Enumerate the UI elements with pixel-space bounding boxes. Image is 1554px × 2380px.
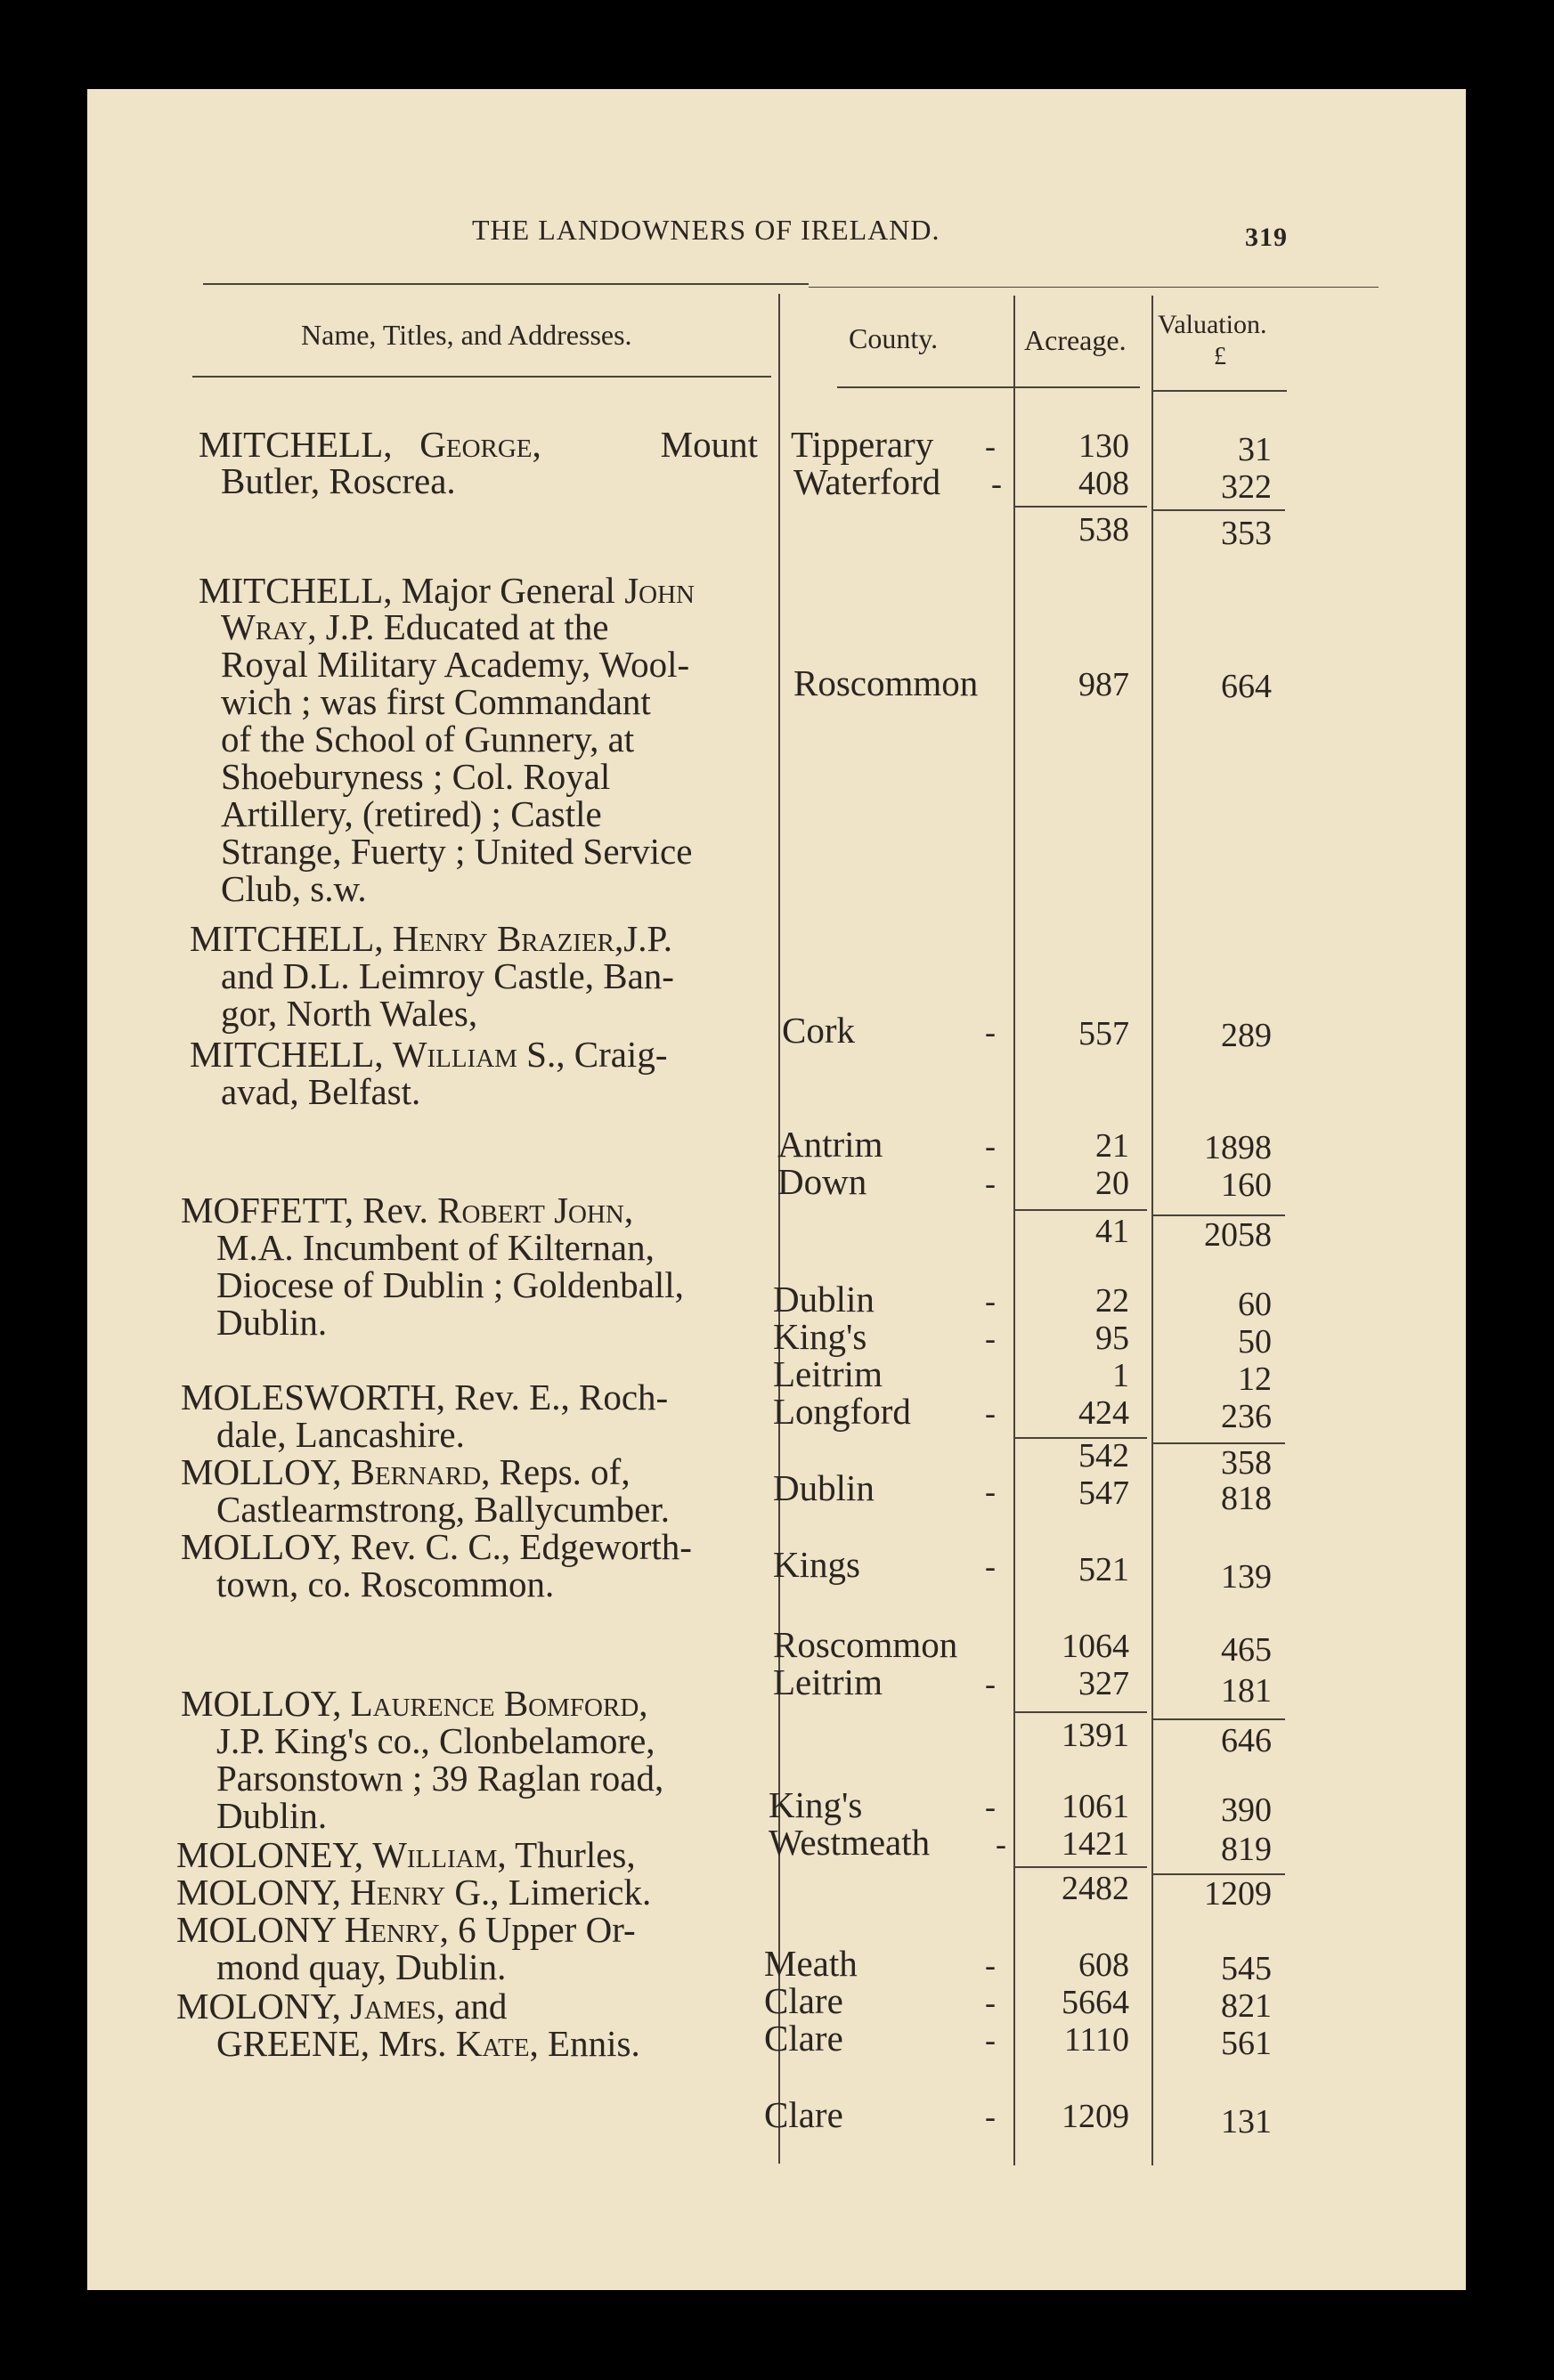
entry-address-line: town, co. Roscommon.: [216, 1564, 555, 1604]
valuation-cell: 664: [1221, 668, 1272, 705]
valuation-total: 1209: [1204, 1875, 1272, 1913]
acreage-total: 1391: [1062, 1717, 1129, 1754]
county-cell: Roscommon: [793, 662, 979, 703]
entry-address-line: wich ; was first Commandant: [221, 681, 651, 722]
county-dash: -: [985, 428, 996, 464]
county-dash: -: [985, 1947, 996, 1983]
county-cell: King's: [769, 1784, 863, 1825]
county-dash: -: [985, 1474, 996, 1509]
county-cell: King's: [773, 1316, 867, 1357]
valuation-cell: 12: [1238, 1361, 1272, 1398]
county-dash: -: [991, 466, 1002, 501]
county-cell: Waterford: [793, 461, 941, 502]
county-dash: -: [985, 1666, 996, 1702]
top-rule-left: [203, 283, 809, 285]
entry-address-line: Royal Military Academy, Wool-: [221, 644, 690, 685]
valuation-cell: 160: [1221, 1166, 1272, 1204]
header-rule-valuation: [1153, 390, 1287, 392]
county-cell: Clare: [764, 2094, 843, 2135]
entry-address-line: M.A. Incumbent of Kilternan,: [216, 1227, 655, 1268]
total-rule-acreage: [1015, 1209, 1147, 1211]
acreage-cell: 1421: [1062, 1825, 1129, 1863]
entry-name-line: MOLLOY, Rev. C. C., Edgeworth-: [181, 1526, 692, 1567]
entry-address-line: dale, Lancashire.: [216, 1414, 465, 1455]
valuation-cell: 390: [1221, 1791, 1272, 1829]
county-dash: -: [985, 1166, 996, 1201]
entry-address-line: avad, Belfast.: [221, 1071, 421, 1112]
col-header-county: County.: [849, 322, 939, 354]
entry-name-line: MOLESWORTH, Rev. E., Roch-: [181, 1377, 669, 1417]
county-cell: Dublin: [773, 1467, 875, 1508]
entry-name-line: MITCHELL, Major General John: [199, 570, 695, 611]
county-dash: -: [985, 2099, 996, 2134]
county-dash: -: [985, 1014, 996, 1050]
entry-name-line: GREENE, Mrs. Kate, Ennis.: [216, 2023, 640, 2064]
county-dash: -: [985, 1128, 996, 1164]
total-rule-acreage: [1015, 1711, 1147, 1713]
entry-address-line: Butler, Roscrea.: [221, 460, 456, 501]
entry-name-line: MOLLOY, Bernard, Reps. of,: [181, 1451, 631, 1492]
valuation-cell: 465: [1221, 1631, 1272, 1669]
county-cell: Down: [777, 1161, 867, 1202]
valuation-cell: 821: [1221, 1987, 1272, 2025]
acreage-cell: 1: [1112, 1357, 1129, 1394]
acreage-cell: 1110: [1063, 2021, 1129, 2059]
total-rule-valuation: [1153, 1718, 1285, 1720]
county-cell: Westmeath: [769, 1822, 931, 1863]
acreage-total: 538: [1078, 511, 1129, 548]
acreage-cell: 987: [1078, 666, 1129, 703]
entry-name-line: MOLONY Henry, 6 Upper Or-: [176, 1909, 636, 1950]
county-cell: Roscommon: [773, 1624, 958, 1665]
acreage-cell: 95: [1095, 1320, 1129, 1357]
header-rule-county: [837, 386, 1029, 388]
county-cell: Tipperary: [791, 424, 934, 465]
acreage-cell: 5664: [1062, 1984, 1129, 2021]
valuation-cell: 322: [1221, 468, 1272, 506]
acreage-total: 542: [1078, 1437, 1129, 1474]
entry-name-line: MOLONEY, William, Thurles,: [176, 1834, 636, 1875]
total-rule-acreage: [1015, 1866, 1147, 1868]
entry-address-line: Artillery, (retired) ; Castle: [221, 793, 602, 834]
acreage-cell: 22: [1095, 1282, 1129, 1320]
total-rule-acreage: [1015, 506, 1147, 508]
total-rule-valuation: [1153, 509, 1285, 511]
col-header-acreage: Acreage.: [1024, 324, 1127, 356]
valuation-cell: 819: [1221, 1831, 1272, 1868]
entry-address-line: J.P. King's co., Clonbelamore,: [216, 1720, 655, 1761]
entry-name-line: Wray, J.P. Educated at the: [221, 606, 609, 647]
valuation-cell: 561: [1221, 2025, 1272, 2062]
valuation-total: 358: [1221, 1444, 1272, 1482]
valuation-cell: 545: [1221, 1950, 1272, 1987]
running-title: THE LANDOWNERS OF IRELAND.: [472, 214, 940, 246]
county-cell: Cork: [782, 1010, 855, 1051]
valuation-cell: 131: [1221, 2103, 1272, 2140]
acreage-total: 41: [1095, 1213, 1129, 1250]
acreage-cell: 557: [1078, 1015, 1129, 1052]
col-rule-acreage-valuation: [1151, 296, 1153, 2165]
col-header-name: Name, Titles, and Addresses.: [301, 319, 632, 351]
acreage-cell: 20: [1095, 1165, 1129, 1202]
county-dash: -: [985, 1985, 996, 2020]
entry-name-line: MOLONY, James, and: [176, 1986, 508, 2027]
col-rule-name-county: [778, 294, 780, 2164]
county-cell: Longford: [773, 1391, 911, 1432]
valuation-cell: 139: [1221, 1558, 1272, 1596]
entry-address-line: Dublin.: [216, 1795, 328, 1836]
county-cell: Leitrim: [773, 1353, 883, 1394]
top-rule-right: [809, 287, 1379, 288]
acreage-cell: 327: [1078, 1665, 1129, 1702]
acreage-cell: 521: [1078, 1551, 1129, 1588]
entry-address-line: Parsonstown ; 39 Raglan road,: [216, 1758, 664, 1799]
entry-name-line: MITCHELL, Henry Brazier,J.P.: [190, 918, 672, 959]
valuation-cell: 181: [1221, 1672, 1272, 1710]
entry-address-line: gor, North Wales,: [221, 993, 478, 1034]
county-cell: Dublin: [773, 1279, 875, 1320]
county-dash: -: [985, 1789, 996, 1824]
county-dash: -: [985, 1320, 996, 1356]
acreage-cell: 1061: [1062, 1788, 1129, 1825]
col-rule-county-acreage: [1013, 296, 1015, 2165]
page-number: 319: [1245, 223, 1288, 252]
entry-name-line: MOLONY, Henry G., Limerick.: [176, 1872, 652, 1913]
valuation-cell: 818: [1221, 1480, 1272, 1517]
entry-address-line: Castlearmstrong, Ballycumber.: [216, 1489, 670, 1530]
valuation-cell: 60: [1238, 1286, 1272, 1323]
entry-address-line: Shoeburyness ; Col. Royal: [221, 756, 611, 797]
entry-address-line: Dublin.: [216, 1302, 328, 1343]
valuation-cell: 289: [1221, 1017, 1272, 1054]
entry-address-line: and D.L. Leimroy Castle, Ban-: [221, 955, 674, 996]
acreage-cell: 21: [1095, 1127, 1129, 1165]
book-page: [87, 89, 1466, 2290]
entry-name-line: MOFFETT, Rev. Robert John,: [181, 1190, 634, 1231]
entry-address-line: Strange, Fuerty ; United Service: [221, 831, 693, 872]
county-cell: Meath: [764, 1943, 858, 1984]
valuation-cell: 1898: [1204, 1129, 1272, 1166]
county-dash: -: [985, 1548, 996, 1584]
entry-address-line: Diocese of Dublin ; Goldenball,: [216, 1264, 684, 1305]
valuation-cell: 50: [1238, 1323, 1272, 1361]
county-cell: Kings: [773, 1544, 860, 1585]
acreage-cell: 424: [1078, 1394, 1129, 1432]
acreage-total: 2482: [1062, 1870, 1129, 1907]
col-header-valuation: Valuation.: [1158, 310, 1267, 339]
entry-name-line: MITCHELL, William S., Craig-: [190, 1034, 668, 1075]
county-cell: Leitrim: [773, 1661, 883, 1702]
valuation-cell: 31: [1238, 431, 1272, 468]
header-rule-name: [192, 376, 771, 378]
county-cell: Clare: [764, 2018, 843, 2059]
acreage-cell: 130: [1078, 427, 1129, 465]
acreage-cell: 1209: [1062, 2098, 1129, 2135]
entry-name-line: MITCHELL, George, Mount: [199, 424, 758, 465]
acreage-cell: 408: [1078, 465, 1129, 502]
acreage-cell: 547: [1078, 1474, 1129, 1512]
county-dash: -: [985, 2022, 996, 2058]
entry-address-line: Club, s.w.: [221, 868, 367, 909]
valuation-total: 2058: [1204, 1216, 1272, 1254]
entry-address-line: mond quay, Dublin.: [216, 1946, 507, 1987]
county-dash: -: [985, 1395, 996, 1431]
valuation-total: 646: [1221, 1722, 1272, 1759]
valuation-total: 353: [1221, 515, 1272, 552]
acreage-cell: 1064: [1062, 1628, 1129, 1665]
col-header-valuation-unit: £: [1214, 343, 1226, 370]
county-dash: -: [985, 1283, 996, 1319]
valuation-cell: 236: [1221, 1398, 1272, 1435]
entry-name-line: MOLLOY, Laurence Bomford,: [181, 1683, 648, 1724]
county-cell: Clare: [764, 1980, 843, 2021]
acreage-cell: 608: [1078, 1946, 1129, 1984]
county-cell: Antrim: [777, 1124, 883, 1165]
county-dash: -: [996, 1826, 1006, 1862]
header-rule-acreage: [1015, 386, 1140, 388]
entry-address-line: of the School of Gunnery, at: [221, 719, 635, 759]
